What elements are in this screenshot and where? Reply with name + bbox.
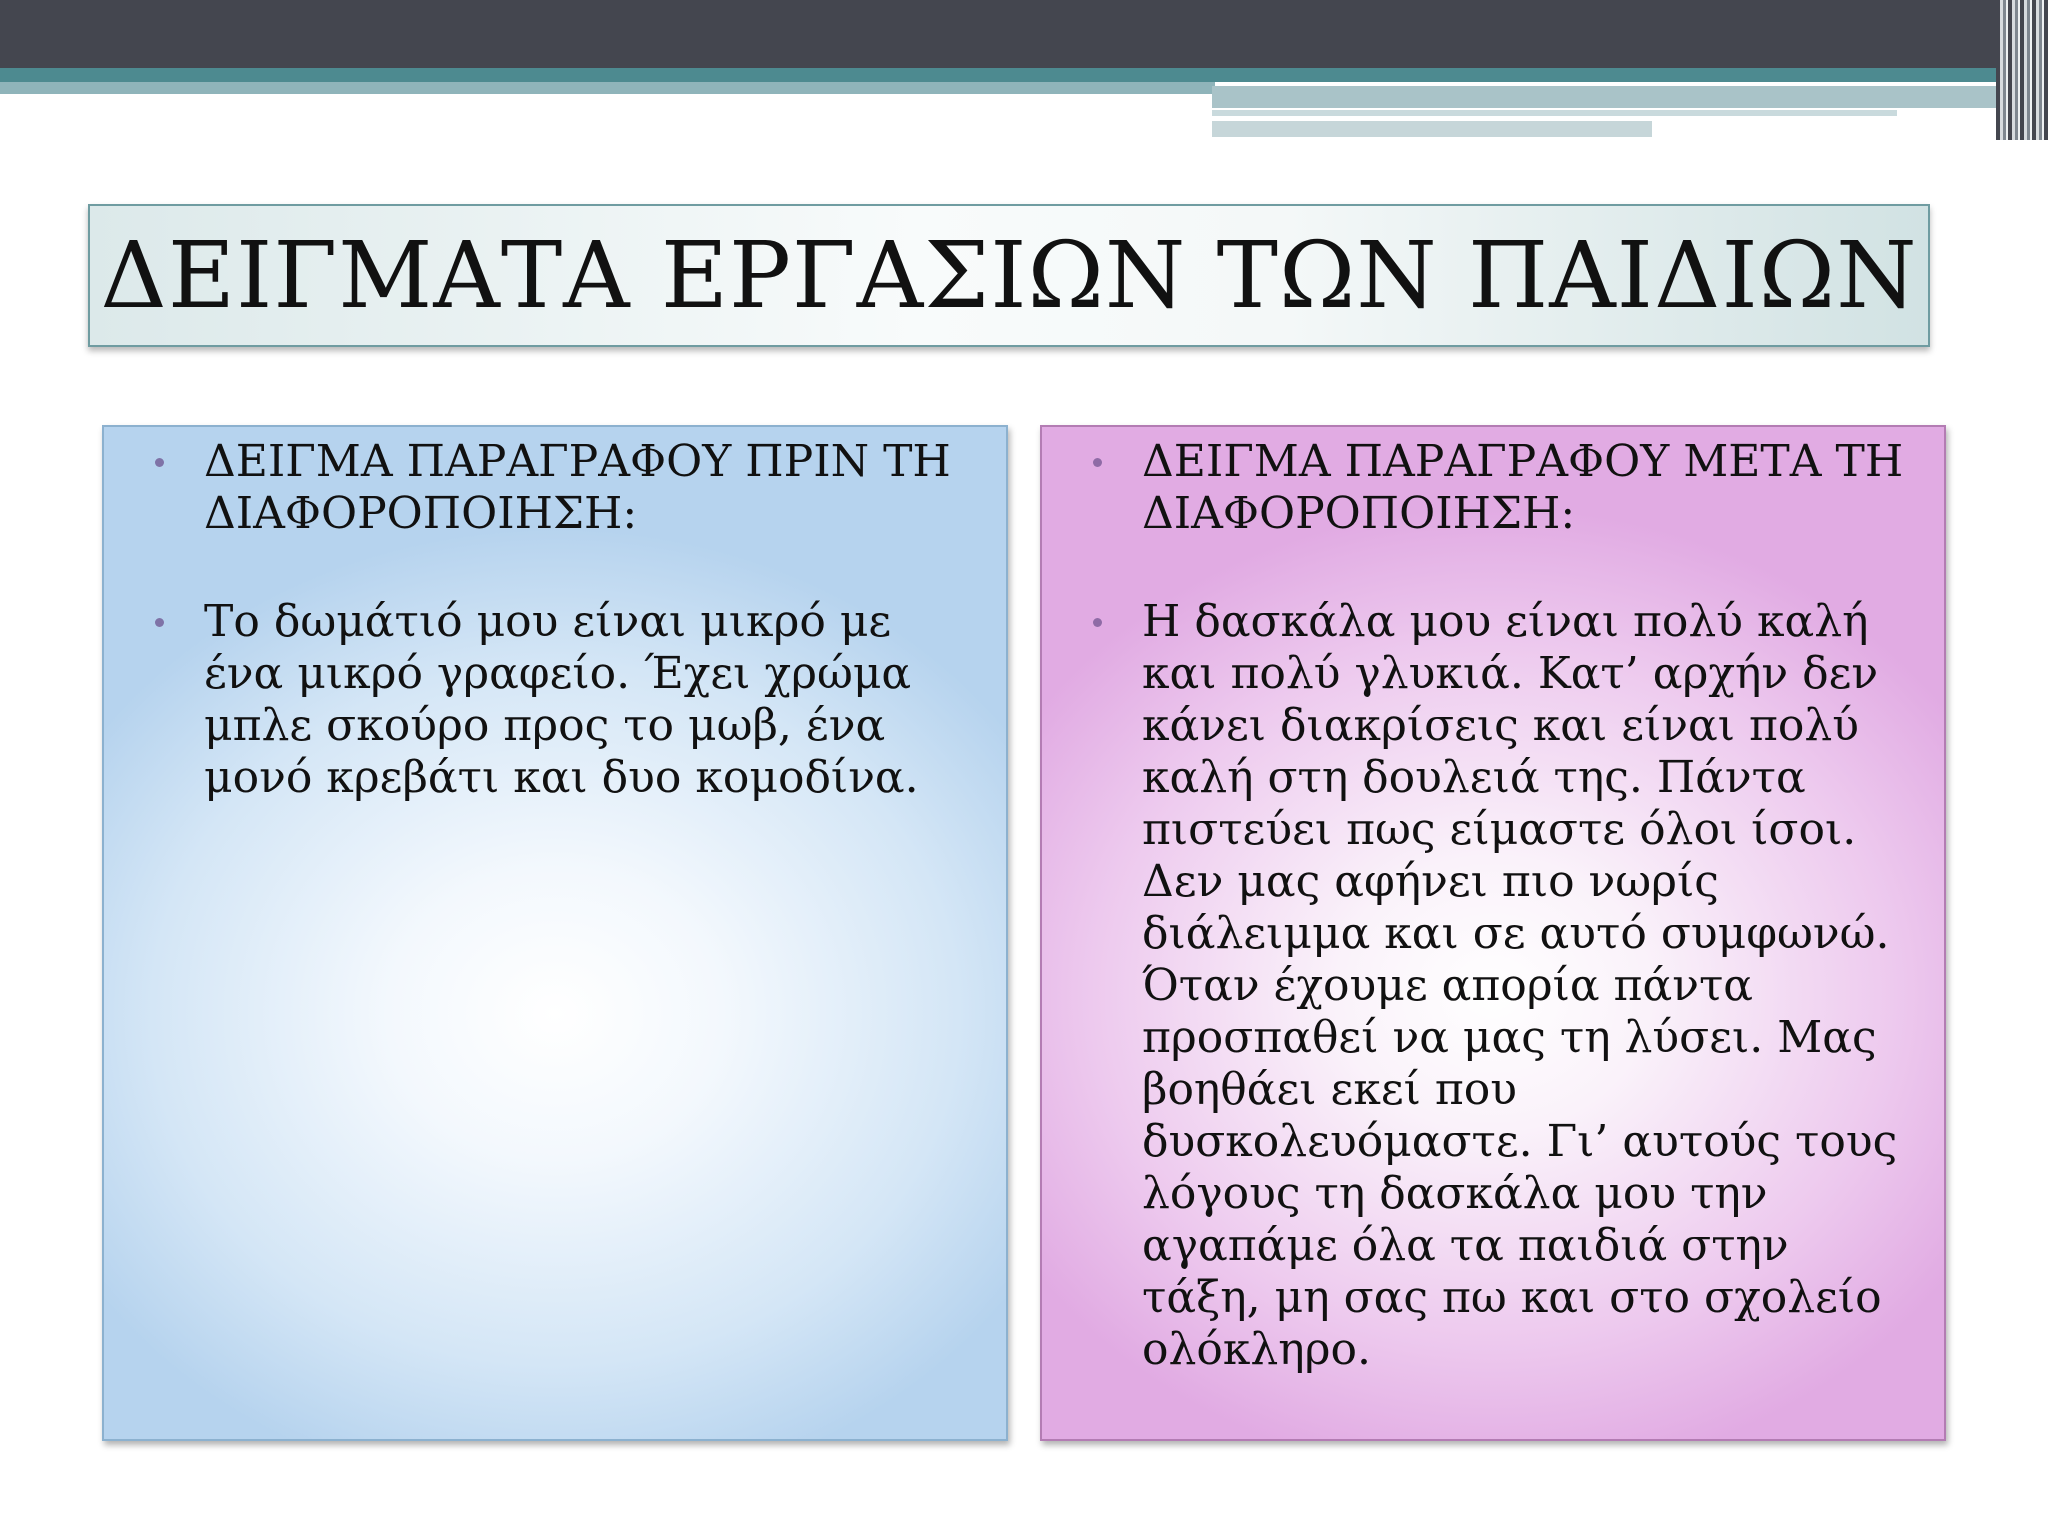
slide-title: ΔΕΙΓΜΑΤΑ ΕΡΓΑΣΙΩΝ ΤΩΝ ΠΑΙΔΙΩΝ <box>100 221 1918 329</box>
title-box <box>88 204 1930 347</box>
list-item <box>1086 436 1914 540</box>
after-sample-heading: ΔΕΙΓΜΑ ΠΑΡΑΓΡΑΦΟΥ ΜΕΤΑ ΤΗ ΔΙΑΦΟΡΟΠΟΙΗΣΗ: <box>1142 436 1904 539</box>
decorative-step-bar <box>1212 86 2002 108</box>
top-band-decoration <box>0 0 2048 68</box>
list-item <box>148 436 976 540</box>
after-sample-panel <box>1040 425 1946 1441</box>
list-item <box>1086 596 1914 1376</box>
before-sample-text: Το δωμάτιό μου είναι μικρό με ένα μικρό γραφείο. Έχει χρώμα μπλε σκούρο προς το μωβ, ένα μονό κρεβάτι και δυο κομοδίνα. <box>204 596 919 803</box>
before-sample-panel <box>102 425 1008 1441</box>
bullet-icon <box>1093 618 1102 627</box>
after-sample-text: Η δασκάλα μου είναι πολύ καλή και πολύ γλυκιά. Κατ’ αρχήν δεν κάνει διακρίσεις και είναι πολύ καλή στη δουλειά της. Πάντα πιστεύει πως είμαστε όλοι ίσοι. Δεν μας αφήνει πιο νωρίς διάλειμμα και σε αυτό συμφωνώ. Όταν έχουμε απορία πάντα προσπαθεί να μας τη λύσει. Μας βοηθάει εκεί που δυσκολευόμαστε. Γι’ αυτούς τους λόγους τη δασκάλα μου την αγαπάμε όλα τα παιδιά στην τάξη, μη σας πω και στο σχολείο ολόκληρο. <box>1142 596 1898 1375</box>
corner-stripes-decoration <box>1996 0 2048 140</box>
bullet-icon <box>1093 458 1102 467</box>
teal-accent-line <box>0 68 2000 82</box>
before-sample-heading: ΔΕΙΓΜΑ ΠΑΡΑΓΡΑΦΟΥ ΠΡΙΝ ΤΗ ΔΙΑΦΟΡΟΠΟΙΗΣΗ: <box>204 436 951 539</box>
bullet-icon <box>155 618 164 627</box>
light-teal-accent-line <box>0 82 1215 94</box>
list-item <box>148 596 976 804</box>
decorative-step-bar <box>1212 121 1652 137</box>
before-sample-list <box>148 436 976 804</box>
after-sample-list <box>1086 436 1914 1376</box>
bullet-icon <box>155 458 164 467</box>
